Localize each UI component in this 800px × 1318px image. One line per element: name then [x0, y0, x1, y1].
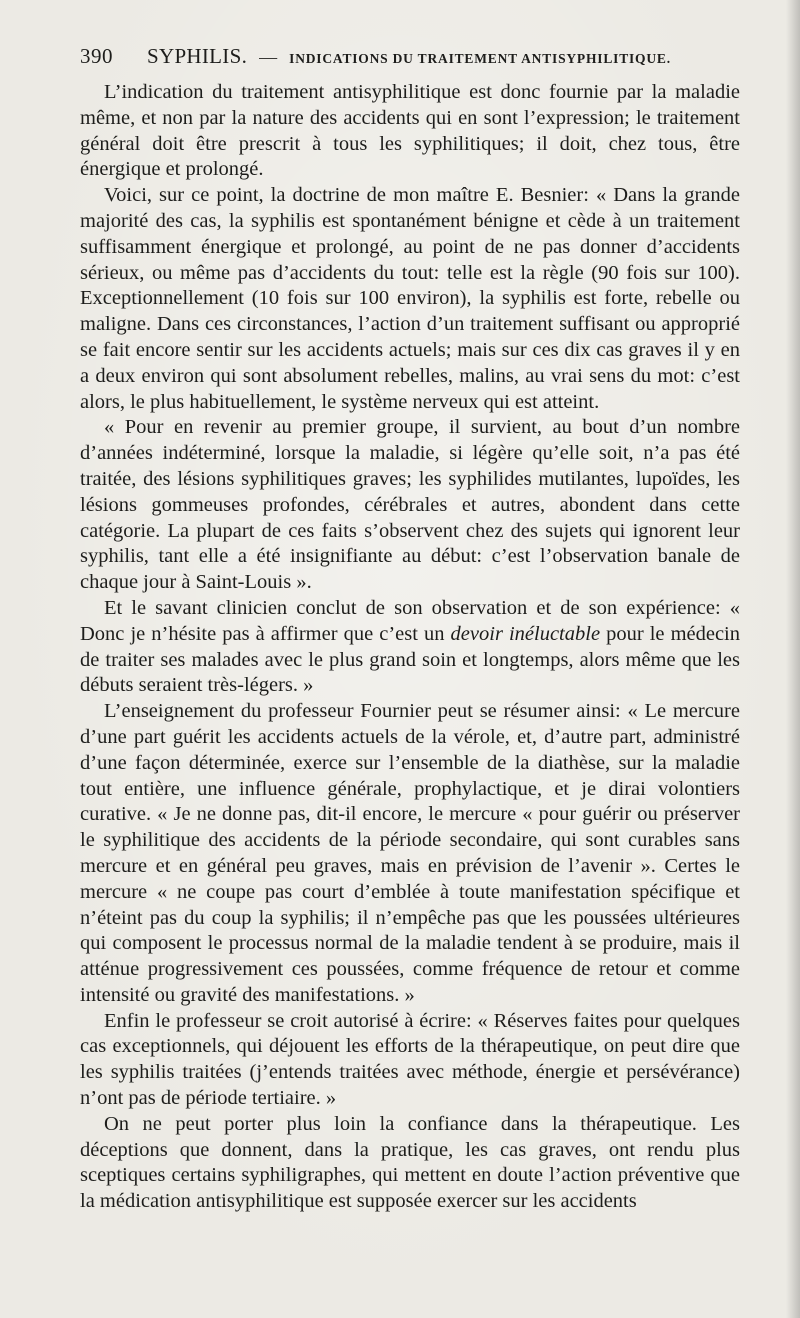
running-subtitle: INDICATIONS DU TRAITEMENT ANTISYPHILITIQUE. [289, 51, 671, 66]
page-number: 390 [80, 44, 113, 68]
running-header [80, 44, 740, 74]
paragraph [80, 596, 740, 699]
paragraph: Enfin le professeur se croit autorisé à écrire: « Réserves faites pour quelques cas exceptionnels, qui déjouent les efforts de la thérapeutique, on peut dire que les syphilis traitées (j’entends traitées avec méthode, énergie et persévérance) n’ont pas de période tertiaire. » [80, 1009, 740, 1110]
paragraph: « Pour en revenir au premier groupe, il survient, au bout d’un nombre d’années indéterminé, lorsque la maladie, si légère qu’elle soit, n’a pas été traitée, des lésions syphilitiques graves; les syphilides mutilantes, lupoïdes, les lésions gommeuses profondes, cérébrales et autres, abondent dans cette catégorie. La plupart de ces faits s’observent chez des sujets qui ignorent leur syphilis, tant elle a été insignifiante au début: c’est l’observation banale de chaque jour à Saint-Louis ». [80, 416, 740, 594]
paragraph: L’indication du traitement antisyphilitique est donc fournie par la maladie même, et non par la nature des accidents qui en sont l’expression; le traitement général doit être prescrit à tous les syphilitiques; il doit, chez tous, être énergique et prolongé. [80, 81, 740, 181]
running-title: SYPHILIS. [147, 44, 248, 68]
header-separator: — [259, 47, 278, 67]
page-edge-shadow [786, 0, 800, 1318]
body-text [80, 80, 740, 1215]
emphasis-text: devoir inéluctable [450, 622, 601, 645]
paragraph: Voici, sur ce point, la doctrine de mon maître E. Besnier: « Dans la grande majorité des cas, la syphilis est spontanément bénigne et cède à un traitement suffisamment énergique et prolongé, au point de ne pas donner d’accidents sérieux, ou même pas d’accidents du tout: telle est la règle (90 fois sur 100). Exceptionnellement (10 fois sur 100 environ), la syphilis est forte, rebelle ou maligne. Dans ces circonstances, l’action d’un traitement suffisant ou approprié se fait encore sentir sur les accidents actuels; mais sur ces dix cas graves il y en a deux environ qui sont absolument rebelles, malins, au vrai sens du mot: c’est alors, le plus habituellement, le système nerveux qui est atteint. [80, 184, 740, 413]
paragraph-text: pour le médecin de traiter ses malades avec le plus grand soin et longtemps, alors même que les débuts seraient très-légers. » [80, 622, 741, 697]
paragraph: L’enseignement du professeur Fournier peut se résumer ainsi: « Le mercure d’une part guérit les accidents actuels de la vérole, et, d’autre part, administré d’une façon déterminée, exerce sur l’ensemble de la diathèse, sur la maladie tout entière, une influence générale, prophylactique, et je dirai volontiers curative. « Je ne donne pas, dit-il encore, le mercure « pour guérir ou préserver le syphilitique des accidents de la période secondaire, qui sont curables sans mercure et en général peu graves, mais en prévision de l’avenir ». Certes le mercure « ne coupe pas court d’emblée à toute manifestation spécifique et n’éteint pas du coup la syphilis; il n’empêche pas que les poussées ultérieures qui composent le processus normal de la maladie tendent à se produire, mais il atténue progressivement ces poussées, comme fréquence de retour et comme intensité ou gravité des manifestations. » [80, 700, 740, 1006]
paragraph: On ne peut porter plus loin la confiance dans la thérapeutique. Les déceptions que donnent, dans la pratique, les cas graves, ont rendu plus sceptiques certains syphiligraphes, qui mettent en doute l’action préventive que la médication antisyphilitique est supposée exercer sur les accidents [80, 1112, 740, 1213]
paragraph-text: Et le savant clinicien conclut de son observation et de son expérience: « Donc je n’hésite pas à affirmer que c’est un [80, 596, 740, 645]
